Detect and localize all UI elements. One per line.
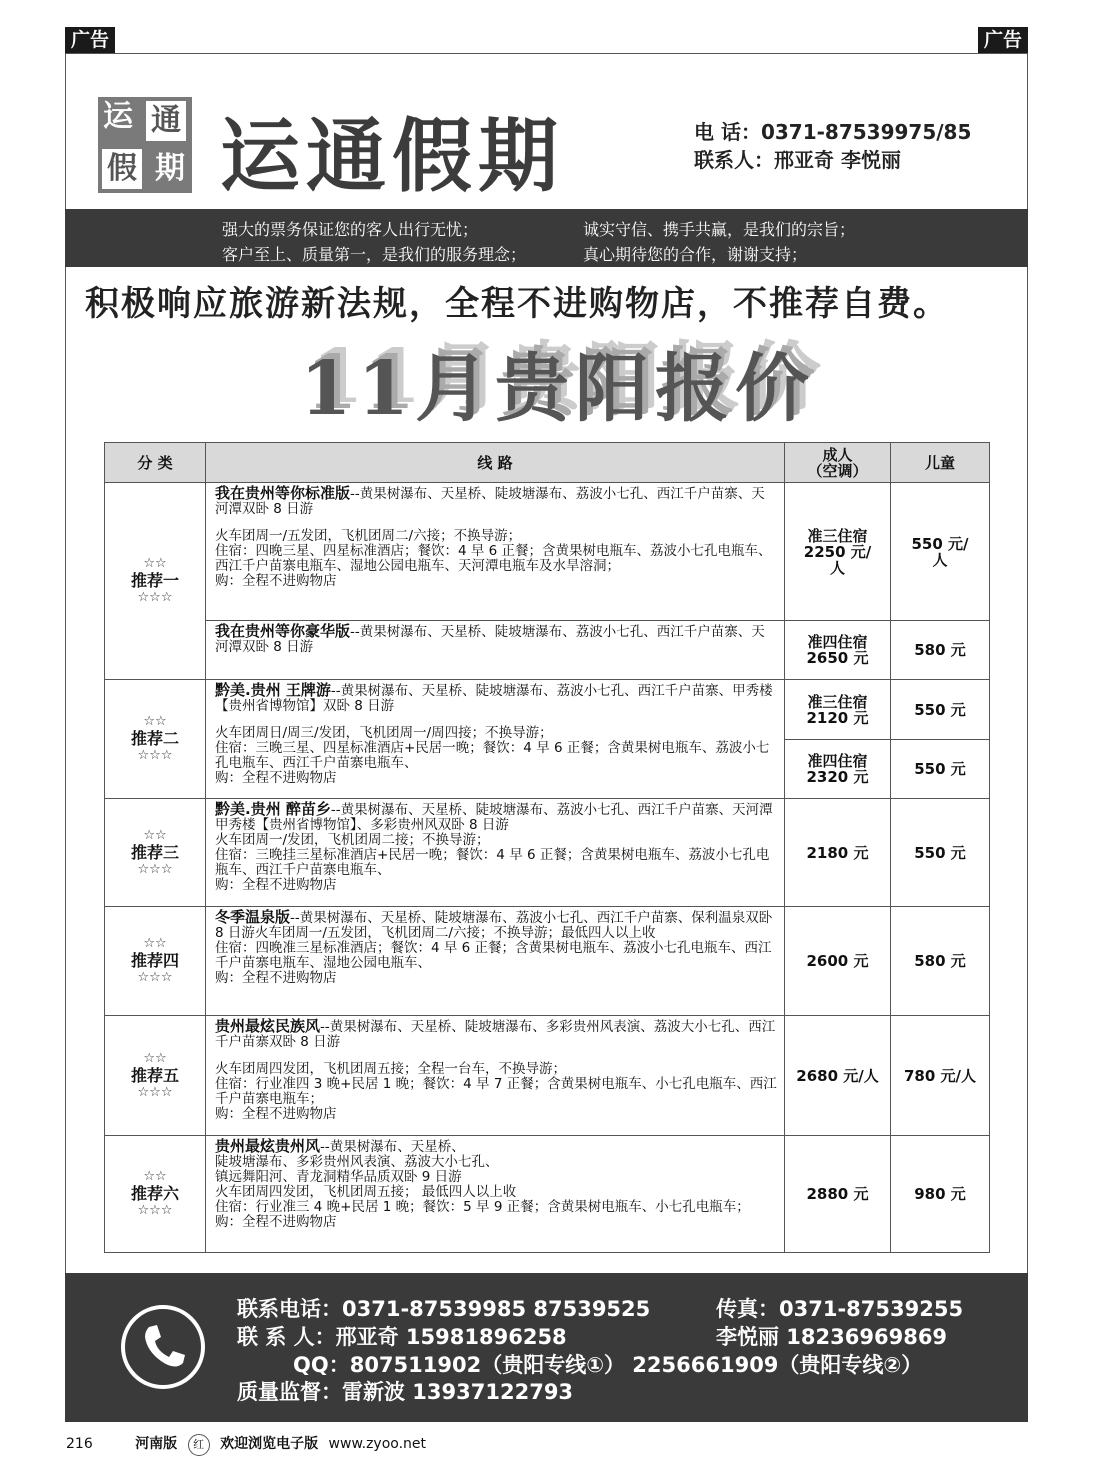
stars-top: ☆☆ [143,827,167,843]
ad-tag-left: 广告 [65,27,115,53]
route-intro: --黄果树瀑布、天星桥、陡坡塘瀑布、荔波小七孔、西江千户苗寨、天河潭双卧 8 日游 [215,486,765,517]
route-cell [206,680,785,799]
route-detail: 火车团周一/发团，飞机团周二接；不换导游； 住宿：三晚挂三星标准酒店+民居一晚；餐饮：4 早 6 正餐；含黄果树电瓶车、荔波小七孔电瓶车、西江千户苗寨电瓶车、 购：全程不进购物店 [215,832,770,893]
stars-top: ☆☆ [143,1050,167,1066]
route-intro: --黄果树瀑布、天星桥、陡坡塘瀑布、荔波小七孔、西江千户苗寨、天河潭甲秀楼【贵州省博物馆】、多彩贵州风双卧 8 日游 [215,802,773,833]
route-cell [206,1016,785,1136]
route-name: 冬季温泉版 [215,908,291,926]
stars-bottom: ☆☆☆ [137,861,173,877]
stars-top: ☆☆ [143,936,167,951]
edition-label: 河南版 [135,1436,178,1452]
route-intro: --黄果树瀑布、天星桥、陡坡塘瀑布、荔波小七孔、西江千户苗寨、保利温泉双卧 8 日游火车团周一/五发团，飞机团周二/六接；不换导游；最低四人以上收 [215,910,773,941]
logo-char-3: 假 [102,149,142,189]
stars-bottom: ☆☆☆ [137,970,173,985]
route-cell [206,907,785,1016]
route-cell [206,1136,785,1253]
category-label: 推荐二 [130,729,179,748]
footer-qq: QQ：807511902（贵阳专线①） 2256661909（贵阳专线②） [293,1353,923,1377]
edition-badge: 红 [188,1434,210,1456]
category-cell [105,680,206,799]
route-cell [206,799,785,907]
child-price: 580 元 [891,907,990,1016]
top-person: 联系人：邢亚奇 李悦丽 [694,148,901,172]
route-detail: 火车团周四发团，飞机团周五接；全程一台车，不换导游； 住宿：行业准四 3 晚+民居 1 晚；餐饮：4 早 7 正餐；含黄果树电瓶车、小七孔电瓶车、西江千户苗寨电瓶车； 购：全程不进购物店 [215,1061,777,1122]
footer-phone: 联系电话：0371-87539985 87539525 [237,1297,651,1321]
category-label: 推荐三 [130,842,179,862]
stars-bottom: ☆☆☆ [137,1084,173,1100]
route-cell [206,483,785,621]
page-footer [66,1433,426,1456]
route-intro: --黄果树瀑布、天星桥、陡坡塘瀑布、荔波小七孔、西江千户苗寨、天 河潭双卧 8 日游 [215,624,765,655]
browse-text: 欢迎浏览电子版 [220,1436,319,1452]
stars-top: ☆☆ [143,714,167,729]
adult-price: 2180 元 [785,799,891,907]
footer-contact-1: 联 系 人：邢亚奇 15981896258 [237,1325,567,1349]
brand-name: 运通假期 [220,109,564,203]
table-row [105,1016,990,1136]
route-name: 我在贵州等你标准版 [215,484,351,502]
stars-bottom: ☆☆☆ [137,1203,173,1218]
child-price: 580 元 [891,621,990,680]
header-adult: 成人 （空调） [785,443,891,483]
stars-top: ☆☆ [143,1169,167,1184]
footer-contact-2: 李悦丽 18236969869 [716,1325,948,1349]
footer-fax: 传真：0371-87539255 [716,1297,964,1321]
adult-price: 2880 元 [785,1136,891,1253]
adult-price: 2600 元 [785,907,891,1016]
category-cell [105,799,206,907]
route-detail: 火车团周日/周三/发团，飞机团周一/周四接；不换导游； 住宿：三晚三星、四星标准酒店+民居一晚；餐饮：4 早 6 正餐；含黄果树电瓶车、荔波小七孔电瓶车、西江千户苗寨电瓶车、 购：全程不进购物店 [215,725,770,786]
category-label: 推荐五 [130,1065,179,1085]
page-number: 216 [66,1436,93,1452]
table-header-row [105,443,990,483]
adult-price-alt: 准四住宿 2320 元 [785,740,891,799]
site-url: www.zyoo.net [328,1436,427,1452]
page-title: 11月贵阳报价 [300,346,815,432]
stars-bottom: ☆☆☆ [137,590,173,605]
slogan-1: 强大的票务保证您的客人出行无忧； [222,220,479,239]
route-name: 黔美.贵州 醉苗乡 [215,800,331,818]
logo-char-2: 通 [146,101,186,141]
stars-bottom: ☆☆☆ [137,748,173,763]
table-row [105,1136,990,1253]
stars-top: ☆☆ [143,556,167,571]
table-row [105,907,990,1016]
route-intro: --黄果树瀑布、天星桥、陡坡塘瀑布、多彩贵州风表演、荔波大小七孔、西江千户苗寨双卧 8 日游 [215,1019,776,1050]
route-name: 黔美.贵州 王牌游 [215,681,331,699]
child-price: 550 元 [891,680,990,740]
adult-price: 准四住宿 2650 元 [785,621,891,680]
header-route: 线 路 [206,443,785,483]
route-cell [206,621,785,680]
slogan-4: 真心期待您的合作，谢谢支持； [583,245,808,264]
route-name: 贵州最炫贵州风 [215,1137,321,1155]
category-cell [105,907,206,1016]
table-row [105,483,990,621]
top-phone: 电 话：0371-87539975/85 [694,120,972,144]
child-price-alt: 550 元 [891,740,990,799]
price-table [104,442,990,1253]
logo-char-4: 期 [155,151,185,186]
table-row [105,680,990,740]
child-price: 980 元 [891,1136,990,1253]
child-price: 550 元/ 人 [891,483,990,621]
route-name: 贵州最炫民族风 [215,1017,321,1035]
category-cell [105,1016,206,1136]
category-label: 推荐六 [130,1184,179,1203]
header-child: 儿童 [891,443,990,483]
adult-price: 准三住宿 2120 元 [785,680,891,740]
category-cell [105,483,206,680]
route-name: 我在贵州等你豪华版 [215,622,351,640]
table-row [105,799,990,907]
footer-supervisor: 质量监督：雷新波 13937122793 [237,1380,574,1404]
route-detail: 火车团周四发团，飞机团周五接； 最低四人以上收 住宿：行业准三 4 晚+民居 1 晚；餐饮：5 早 9 正餐；含黄果树电瓶车、小七孔电瓶车； 购：全程不进购物店 [215,1184,750,1230]
route-intro: --黄果树瀑布、天星桥、 陡坡塘瀑布、多彩贵州风表演、荔波大小七孔、 镇远舞阳河、青龙洞精华品质双卧 9 日游 [215,1139,499,1185]
brand-logo [98,97,192,193]
slogan-band [65,209,1028,267]
child-price: 780 元/人 [891,1016,990,1136]
category-label: 推荐四 [130,951,179,970]
headline: 积极响应旅游新法规，全程不进购物店，不推荐自费。 [85,284,949,324]
adult-price: 准三住宿 2250 元/ 人 [785,483,891,621]
header-category: 分 类 [105,443,206,483]
top-contact [694,118,971,174]
route-detail: 火车团周一/五发团，飞机团周二/六接；不换导游； 住宿：四晚三星、四星标准酒店；餐饮：4 早 6 正餐；含黄果树电瓶车、荔波小七孔电瓶车、西江千户苗寨电瓶车、湿地公园电瓶车、天河潭电瓶车及水旱溶洞； 购：全程不进购物店 [215,528,772,589]
phone-icon [121,1305,205,1389]
logo-char-1: 运 [103,99,133,134]
footer-contact-band [65,1273,1028,1422]
child-price: 550 元 [891,799,990,907]
adult-price: 2680 元/人 [785,1016,891,1136]
category-label: 推荐一 [130,571,179,590]
table-row [105,621,990,680]
phone-icon-graphic [125,1309,201,1385]
ad-tag-right: 广告 [978,27,1028,53]
category-cell [105,1136,206,1253]
slogan-3: 客户至上、质量第一，是我们的服务理念； [222,245,527,264]
route-detail: 住宿：四晚准三星标准酒店；餐饮：4 早 6 正餐；含黄果树电瓶车、荔波小七孔电瓶车、西江千户苗寨电瓶车、湿地公园电瓶车、 购：全程不进购物店 [215,940,772,986]
slogan-2: 诚实守信、携手共赢，是我们的宗旨； [583,220,856,239]
route-intro: --黄果树瀑布、天星桥、陡坡塘瀑布、荔波小七孔、西江千户苗寨、甲秀楼【贵州省博物馆】双卧 8 日游 [215,683,773,714]
